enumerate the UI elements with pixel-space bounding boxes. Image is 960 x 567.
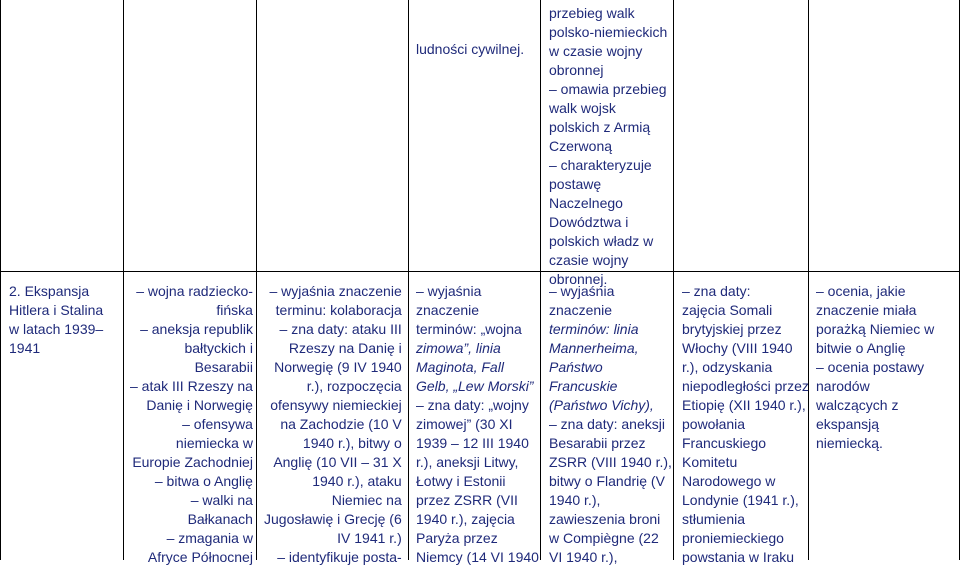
text-line: – wyjaśnia (416, 283, 482, 299)
text-line: w Compiègne (22 (549, 530, 659, 546)
text-line: Niemcy (14 VI 1940 (416, 549, 539, 565)
text-line: terminu: kolaboracja (275, 302, 402, 318)
column-divider (408, 0, 409, 560)
column-divider (673, 0, 674, 560)
text-line: ZSRR (VIII 1940 r.), (549, 454, 672, 470)
text-line: bitwy o Flandrię (V (549, 473, 665, 489)
text-line: brytyjskiej przez (682, 321, 782, 337)
topic-cell-continued: ludności cywilnej. (416, 41, 525, 57)
row-divider (0, 271, 960, 272)
text-line: 1940 r.), ataku (312, 473, 402, 489)
requirements-extended-cell (549, 282, 672, 567)
skills-cell-continued (549, 4, 667, 289)
text-line: Jugosławię i Grecję (6 (264, 511, 402, 527)
requirements-advanced-cell (682, 282, 809, 567)
text-line: Gelb, „Lew Morski” (416, 378, 534, 394)
column-divider (256, 0, 257, 560)
text-line: niemiecka w (175, 435, 253, 451)
text-line: (Państwo Vichy), (549, 397, 654, 413)
text-line: – zna daty: aneksji (549, 416, 665, 432)
text-line: walczących z (816, 397, 899, 413)
text-line: – omawia przebieg (549, 81, 667, 97)
text-line: obronnej (549, 62, 604, 78)
text-line: terminów: linia (549, 321, 639, 337)
text-line: czasie wojny (549, 252, 629, 268)
text-line: – atak III Rzeszy na (130, 378, 253, 394)
text-line: – aneksja republik (140, 321, 253, 337)
table-border-left (0, 0, 1, 560)
text-line: Europie Zachodniej (132, 454, 253, 470)
text-line: bitwie o Anglię (816, 340, 906, 356)
text-line: 1939 – 12 III 1940 (416, 435, 529, 451)
text-line: Anglię (10 VII – 31 X (273, 454, 402, 470)
text-line: niemiecką. (816, 435, 883, 451)
text-line: – zna daty: (682, 283, 751, 299)
text-line: Łotwy i Estonii (416, 473, 506, 489)
text-line: powołania (682, 416, 746, 432)
text-line: Francuskiego (682, 435, 767, 451)
text-line: 1940 r.), zajęcia (416, 511, 515, 527)
text-line: narodów (816, 378, 870, 394)
text-line: znaczenie (549, 302, 613, 318)
column-divider (540, 0, 541, 560)
text-line: – zna daty: ataku III (279, 321, 402, 337)
text-line: znaczenie miała (816, 302, 917, 318)
text-line: Państwo (549, 359, 603, 375)
text-line: Maginota, Fall (416, 359, 504, 375)
text-line: – walki na (190, 492, 253, 508)
text-line: walk wojsk (549, 100, 616, 116)
text-line: r.), odzyskania (682, 359, 773, 375)
requirements-standard-cell (416, 282, 539, 567)
text-line: Besarabii (194, 359, 253, 375)
text-line: Komitetu (682, 454, 738, 470)
text-line: Norwegię (9 IV 1940 (274, 359, 402, 375)
text-line: niepodległości przez (682, 378, 809, 394)
text-line: 1941 (9, 340, 41, 356)
text-line: Afryce Północnej (147, 549, 253, 565)
text-line: – ofensywa (182, 416, 253, 432)
text-line: polskich władz w (549, 233, 654, 249)
text-line: Włochy (VIII 1940 (682, 340, 793, 356)
text-line: Francuskie (549, 378, 618, 394)
text-line: Besarabii przez (549, 435, 646, 451)
text-line: Londynie (1941 r.), (682, 492, 799, 508)
column-divider (123, 0, 124, 560)
text-line: – zna daty: „wojny (416, 397, 529, 413)
text-line: polskich z Armią (549, 119, 651, 135)
text-line: – wojna radziecko- (136, 283, 253, 299)
text-line: – ocenia, jakie (816, 283, 906, 299)
text-line: proniemieckiego (682, 530, 784, 546)
text-line: ekspansją (816, 416, 880, 432)
text-line: zajęcia Somali (682, 302, 773, 318)
text-line: Czerwoną (549, 138, 613, 154)
text-line: fińska (216, 302, 253, 318)
text-line: Paryża przez (416, 530, 498, 546)
text-line: Narodowego w (682, 473, 776, 489)
text-line: Mannerheima, (549, 340, 639, 356)
text-line: – wyjaśnia (549, 283, 615, 299)
text-line: Naczelnego (549, 195, 623, 211)
text-line: na Zachodzie (10 V (280, 416, 402, 432)
text-line: – identyfikuje posta- (277, 549, 402, 565)
text-line: stłumienia (682, 511, 746, 527)
text-line: r.), aneksji Litwy, (416, 454, 519, 470)
text-line: – charakteryzuje (549, 157, 652, 173)
text-line: postawę (549, 176, 602, 192)
text-line: Hitlera i Stalina (9, 302, 104, 318)
text-line: Bałkanach (187, 511, 253, 527)
text-line: zawieszenia broni (549, 511, 661, 527)
text-line: Dowództwa i (549, 214, 629, 230)
text-line: – wyjaśnia znaczenie (269, 283, 402, 299)
text-line: 2. Ekspansja (9, 283, 90, 299)
text-line: w latach 1939– (9, 321, 104, 337)
text-line: Niemiec na (331, 492, 402, 508)
requirements-outstanding-cell (816, 282, 934, 453)
text-line: przebieg walk (549, 5, 635, 21)
topic-title-cell (9, 282, 103, 358)
text-line: znaczenie (416, 302, 480, 318)
text-line: Danię i Norwegię (146, 397, 253, 413)
text-line: obronnej. (549, 271, 608, 287)
text-line: porażką Niemiec w (816, 321, 935, 337)
text-line: – zmagania w (166, 530, 253, 546)
text-line: – ocenia postawy (816, 359, 925, 375)
text-line: r.), rozpoczęcia (306, 378, 402, 394)
text-line: przez ZSRR (VII (416, 492, 518, 508)
text-line: 1940 r.), bitwy o (302, 435, 402, 451)
content-items-cell (130, 282, 253, 567)
text-line: Rzeszy na Danię i (288, 340, 402, 356)
text-line: terminów: „wojna (416, 321, 522, 337)
text-line: zimowa”, linia (416, 340, 501, 356)
text-line: 1940 r.), (549, 492, 601, 508)
text-line: polsko-niemieckich (549, 24, 668, 40)
text-line: zimowej” (30 XI (416, 416, 513, 432)
text-line: VI 1940 r.), (549, 549, 618, 565)
text-line: bałtyckich i (184, 340, 253, 356)
text-line: Etiopię (XII 1940 r.), (682, 397, 806, 413)
text-line: powstania w Iraku (682, 549, 795, 565)
text-line: w czasie wojny (549, 43, 643, 59)
requirements-basic-cell (264, 282, 402, 567)
text-line: IV 1941 r.) (337, 530, 402, 546)
text-line: – bitwa o Anglię (154, 473, 253, 489)
text-line: ofensywy niemieckiej (270, 397, 402, 413)
